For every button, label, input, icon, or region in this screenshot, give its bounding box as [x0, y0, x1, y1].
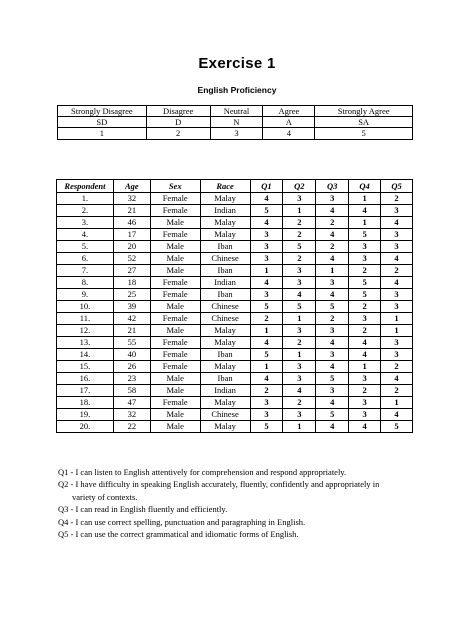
respondent-cell: 20.: [57, 421, 114, 433]
race-cell: Chinese: [200, 313, 250, 325]
q1-cell: 5: [250, 205, 283, 217]
q5-cell: 3: [381, 349, 413, 361]
q5-cell: 1: [381, 325, 413, 337]
age-cell: 32: [113, 409, 150, 421]
q1-cell: 4: [250, 373, 283, 385]
q2-cell: 2: [283, 229, 316, 241]
scale-label: Neutral: [210, 106, 263, 117]
respondent-cell: 19.: [57, 409, 114, 421]
q4-cell: 2: [349, 385, 381, 397]
q2-cell: 1: [283, 205, 316, 217]
sex-cell: Male: [150, 253, 200, 265]
q4-cell: 2: [349, 265, 381, 277]
q4-cell: 2: [349, 325, 381, 337]
table-row: [57, 349, 413, 361]
q2-cell: 3: [283, 325, 316, 337]
q2-cell: 5: [283, 241, 316, 253]
q5-cell: 2: [381, 265, 413, 277]
age-cell: 26: [113, 361, 150, 373]
table-row: [57, 205, 413, 217]
q3-cell: 4: [316, 421, 349, 433]
table-row: [57, 229, 413, 241]
q3-cell: 1: [316, 265, 349, 277]
q1-cell: 2: [250, 385, 283, 397]
table-row: [57, 217, 413, 229]
sex-cell: Female: [150, 277, 200, 289]
sex-cell: Female: [150, 337, 200, 349]
q1-cell: 5: [250, 349, 283, 361]
q4-cell: 2: [349, 301, 381, 313]
scale-code: N: [210, 117, 263, 128]
race-cell: Malay: [200, 229, 250, 241]
q4-cell: 4: [349, 421, 381, 433]
q4-cell: 4: [349, 337, 381, 349]
q1-cell: 1: [250, 361, 283, 373]
q5-cell: 4: [381, 253, 413, 265]
q2-cell: 5: [283, 301, 316, 313]
respondent-cell: 7.: [57, 265, 114, 277]
column-header: Q1: [250, 180, 283, 193]
column-header: Q4: [349, 180, 381, 193]
scale-value: 3: [210, 128, 263, 139]
age-cell: 22: [113, 421, 150, 433]
q1-cell: 4: [250, 193, 283, 205]
respondent-cell: 12.: [57, 325, 114, 337]
race-cell: Iban: [200, 289, 250, 301]
table-row: [57, 325, 413, 337]
q2-cell: 3: [283, 373, 316, 385]
race-cell: Malay: [200, 193, 250, 205]
q1-cell: 3: [250, 409, 283, 421]
q3-cell: 4: [316, 229, 349, 241]
q3-cell: 4: [316, 253, 349, 265]
q3-cell: 3: [316, 325, 349, 337]
q5-cell: 4: [381, 277, 413, 289]
column-header: Age: [113, 180, 150, 193]
q5-cell: 2: [381, 193, 413, 205]
q2-cell: 1: [283, 421, 316, 433]
table-row: [57, 193, 413, 205]
q4-cell: 5: [349, 229, 381, 241]
respondent-cell: 9.: [57, 289, 114, 301]
q3-cell: 4: [316, 397, 349, 409]
race-cell: Iban: [200, 349, 250, 361]
sex-cell: Female: [150, 229, 200, 241]
table-row: [57, 253, 413, 265]
respondent-cell: 4.: [57, 229, 114, 241]
table-row: [57, 277, 413, 289]
q5-cell: 1: [381, 313, 413, 325]
q5-cell: 3: [381, 301, 413, 313]
column-header: Race: [200, 180, 250, 193]
q4-cell: 3: [349, 313, 381, 325]
q5-cell: 4: [381, 373, 413, 385]
age-cell: 23: [113, 373, 150, 385]
respondent-cell: 16.: [57, 373, 114, 385]
page-subtitle: English Proficiency: [197, 85, 277, 95]
scale-label: Strongly Disagree: [58, 106, 147, 117]
age-cell: 42: [113, 313, 150, 325]
scale-code: A: [263, 117, 315, 128]
age-cell: 58: [113, 385, 150, 397]
scale-code: SD: [58, 117, 147, 128]
question-note-q5: Q5 - I can use the correct grammatical and idiomatic forms of English.: [58, 529, 299, 540]
q1-cell: 5: [250, 301, 283, 313]
responses-table: [56, 179, 413, 433]
q4-cell: 3: [349, 373, 381, 385]
q3-cell: 3: [316, 349, 349, 361]
q4-cell: 3: [349, 397, 381, 409]
q4-cell: 3: [349, 241, 381, 253]
age-cell: 21: [113, 205, 150, 217]
scale-code: D: [146, 117, 210, 128]
q1-cell: 4: [250, 217, 283, 229]
q4-cell: 5: [349, 289, 381, 301]
age-cell: 46: [113, 217, 150, 229]
sex-cell: Female: [150, 349, 200, 361]
q5-cell: 3: [381, 289, 413, 301]
age-cell: 40: [113, 349, 150, 361]
q2-cell: 2: [283, 253, 316, 265]
sex-cell: Male: [150, 241, 200, 253]
q5-cell: 3: [381, 229, 413, 241]
sex-cell: Male: [150, 385, 200, 397]
respondent-cell: 3.: [57, 217, 114, 229]
q3-cell: 5: [316, 301, 349, 313]
q3-cell: 3: [316, 193, 349, 205]
race-cell: Iban: [200, 241, 250, 253]
q1-cell: 1: [250, 325, 283, 337]
race-cell: Malay: [200, 397, 250, 409]
respondent-cell: 6.: [57, 253, 114, 265]
sex-cell: Female: [150, 205, 200, 217]
sex-cell: Female: [150, 361, 200, 373]
scale-values-row: [58, 128, 413, 139]
q1-cell: 3: [250, 241, 283, 253]
age-cell: 20: [113, 241, 150, 253]
q1-cell: 4: [250, 277, 283, 289]
q1-cell: 1: [250, 265, 283, 277]
sex-cell: Male: [150, 265, 200, 277]
q2-cell: 4: [283, 385, 316, 397]
race-cell: Indian: [200, 277, 250, 289]
q2-cell: 4: [283, 289, 316, 301]
q5-cell: 2: [381, 385, 413, 397]
question-notes: [58, 466, 418, 540]
table-row: [57, 385, 413, 397]
scale-value: 5: [315, 128, 413, 139]
age-cell: 55: [113, 337, 150, 349]
q3-cell: 2: [316, 217, 349, 229]
question-note-q4: Q4 - I can use correct spelling, punctuation and paragraphing in English.: [58, 516, 306, 527]
race-cell: Indian: [200, 385, 250, 397]
column-header: Sex: [150, 180, 200, 193]
sex-cell: Male: [150, 373, 200, 385]
q5-cell: 4: [381, 409, 413, 421]
q1-cell: 3: [250, 229, 283, 241]
table-row: [57, 265, 413, 277]
q5-cell: 4: [381, 217, 413, 229]
sex-cell: Male: [150, 325, 200, 337]
scale-value: 4: [263, 128, 315, 139]
q3-cell: 5: [316, 409, 349, 421]
q1-cell: 3: [250, 397, 283, 409]
q4-cell: 3: [349, 253, 381, 265]
sex-cell: Female: [150, 193, 200, 205]
q3-cell: 5: [316, 373, 349, 385]
q3-cell: 3: [316, 385, 349, 397]
scale-label: Strongly Agree: [315, 106, 413, 117]
race-cell: Malay: [200, 337, 250, 349]
question-note-q2-continued: variety of contexts.: [72, 491, 138, 502]
q2-cell: 3: [283, 265, 316, 277]
q4-cell: 4: [349, 349, 381, 361]
q2-cell: 2: [283, 337, 316, 349]
respondent-cell: 15.: [57, 361, 114, 373]
q5-cell: 1: [381, 397, 413, 409]
q2-cell: 1: [283, 313, 316, 325]
age-cell: 21: [113, 325, 150, 337]
column-header: Q2: [283, 180, 316, 193]
age-cell: 17: [113, 229, 150, 241]
q2-cell: 2: [283, 397, 316, 409]
sex-cell: Male: [150, 421, 200, 433]
question-note-q3: Q3 - I can read in English fluently and efficiently.: [58, 504, 228, 515]
table-row: [57, 241, 413, 253]
likert-scale-table: [57, 105, 413, 140]
respondent-cell: 11.: [57, 313, 114, 325]
q3-cell: 4: [316, 361, 349, 373]
q5-cell: 5: [381, 421, 413, 433]
q2-cell: 2: [283, 217, 316, 229]
race-cell: Malay: [200, 325, 250, 337]
q1-cell: 4: [250, 337, 283, 349]
column-header: Q5: [381, 180, 413, 193]
question-note-q2: Q2 - I have difficulty in speaking English accurately, fluently, confidently and appropriately in: [58, 479, 380, 490]
q5-cell: 3: [381, 241, 413, 253]
age-cell: 32: [113, 193, 150, 205]
table-row: [57, 289, 413, 301]
sex-cell: Female: [150, 397, 200, 409]
sex-cell: Male: [150, 409, 200, 421]
scale-label: Disagree: [146, 106, 210, 117]
q1-cell: 5: [250, 421, 283, 433]
table-row: [57, 409, 413, 421]
respondent-cell: 17.: [57, 385, 114, 397]
table-row: [57, 397, 413, 409]
q3-cell: 2: [316, 313, 349, 325]
q4-cell: 5: [349, 277, 381, 289]
table-row: [57, 301, 413, 313]
scale-value: 2: [146, 128, 210, 139]
column-header: Q3: [316, 180, 349, 193]
q2-cell: 3: [283, 361, 316, 373]
q3-cell: 4: [316, 337, 349, 349]
scale-value: 1: [58, 128, 147, 139]
scale-labels-row: [58, 106, 413, 117]
q5-cell: 3: [381, 205, 413, 217]
table-row: [57, 313, 413, 325]
sex-cell: Female: [150, 289, 200, 301]
sex-cell: Female: [150, 313, 200, 325]
page-title: Exercise 1: [198, 55, 276, 72]
q2-cell: 3: [283, 193, 316, 205]
q4-cell: 1: [349, 217, 381, 229]
q2-cell: 3: [283, 409, 316, 421]
race-cell: Chinese: [200, 253, 250, 265]
respondent-cell: 14.: [57, 349, 114, 361]
race-cell: Chinese: [200, 301, 250, 313]
age-cell: 27: [113, 265, 150, 277]
race-cell: Malay: [200, 421, 250, 433]
age-cell: 39: [113, 301, 150, 313]
q4-cell: 4: [349, 205, 381, 217]
respondent-cell: 18.: [57, 397, 114, 409]
table-row: [57, 421, 413, 433]
q2-cell: 3: [283, 277, 316, 289]
race-cell: Malay: [200, 217, 250, 229]
respondent-cell: 13.: [57, 337, 114, 349]
table-row: [57, 361, 413, 373]
race-cell: Chinese: [200, 409, 250, 421]
column-header: Respondent: [57, 180, 114, 193]
q4-cell: 1: [349, 361, 381, 373]
table-header-row: [57, 180, 413, 193]
q2-cell: 1: [283, 349, 316, 361]
race-cell: Indian: [200, 205, 250, 217]
respondent-cell: 10.: [57, 301, 114, 313]
question-note-q1: Q1 - I can listen to English attentively for comprehension and respond appropriately.: [58, 467, 347, 477]
q1-cell: 3: [250, 253, 283, 265]
q3-cell: 4: [316, 289, 349, 301]
q4-cell: 3: [349, 409, 381, 421]
q3-cell: 3: [316, 277, 349, 289]
scale-codes-row: [58, 117, 413, 128]
scale-code: SA: [315, 117, 413, 128]
age-cell: 47: [113, 397, 150, 409]
q3-cell: 4: [316, 205, 349, 217]
q5-cell: 2: [381, 361, 413, 373]
respondent-cell: 2.: [57, 205, 114, 217]
race-cell: Iban: [200, 373, 250, 385]
age-cell: 18: [113, 277, 150, 289]
sex-cell: Male: [150, 301, 200, 313]
q5-cell: 3: [381, 337, 413, 349]
respondent-cell: 8.: [57, 277, 114, 289]
sex-cell: Male: [150, 217, 200, 229]
race-cell: Malay: [200, 361, 250, 373]
scale-label: Agree: [263, 106, 315, 117]
q1-cell: 2: [250, 313, 283, 325]
age-cell: 52: [113, 253, 150, 265]
q3-cell: 2: [316, 241, 349, 253]
q1-cell: 3: [250, 289, 283, 301]
age-cell: 25: [113, 289, 150, 301]
respondent-cell: 1.: [57, 193, 114, 205]
race-cell: Iban: [200, 265, 250, 277]
table-row: [57, 373, 413, 385]
q4-cell: 1: [349, 193, 381, 205]
table-row: [57, 337, 413, 349]
respondent-cell: 5.: [57, 241, 114, 253]
